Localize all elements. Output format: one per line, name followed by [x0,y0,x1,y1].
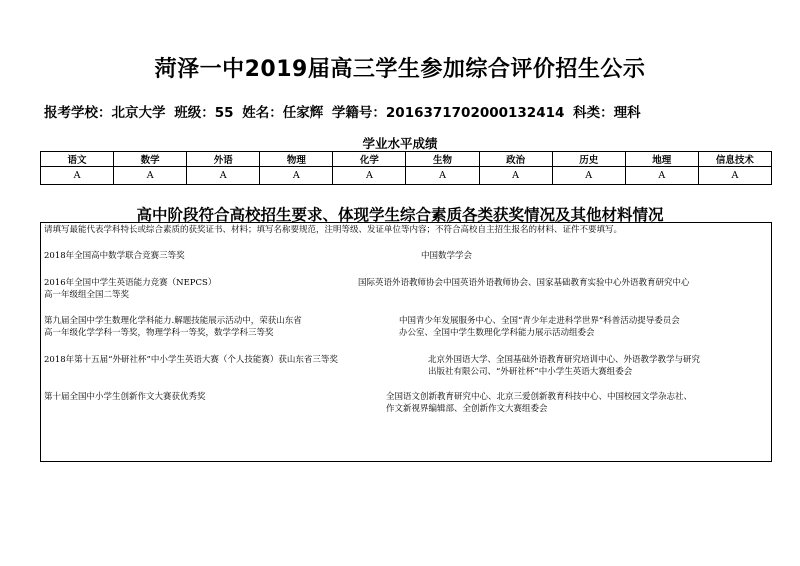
subject-header: 化学 [333,152,406,167]
award-name: 高一年级组全国二等奖 [44,290,130,300]
awards-instructions: 请填写最能代表学科特长或综合素质的获奖证书、材料；填写名称要规范，注明等级、发证单位等内容；不符合高校自主招生报名的材料、证件不要填写。 [44,225,623,235]
grade-cell: A [698,167,771,185]
award-name: 第九届全国中学生数理化学科能力.解题技能展示活动中，荣获山东省 [44,316,302,326]
award-issuer: 作文新视界编辑部、全创新作文大赛组委会 [386,404,548,414]
subject-header: 地理 [625,152,698,167]
subject-header: 生物 [406,152,479,167]
grade-cell: A [406,167,479,185]
scores-caption: 学业水平成绩 [362,136,438,151]
award-issuer: 中国青少年发展服务中心、全国“青少年走进科学世界”科普活动提导委员会 [399,316,680,326]
name-field: 姓名：任家辉 [242,105,324,121]
award-issuer: 全国语文创新教育研究中心、北京三爱创新教育科技中心、中国校园文学杂志社、 [386,392,693,402]
award-name: 2016年全国中学生英语能力竞赛（NEPCS） [44,278,217,288]
scores-header-row [41,152,772,167]
grade-cell: A [625,167,698,185]
award-name: 2018年全国高中数学联合竞赛三等奖 [44,251,185,261]
subject-header: 外语 [187,152,260,167]
track-field: 科类：理科 [573,105,641,121]
subject-header: 政治 [479,152,552,167]
school-field: 报考学校：北京大学 [44,105,166,121]
subject-header: 历史 [552,152,625,167]
class-field: 班级：55 [174,105,234,121]
award-name: 第十届全国中小学生创新作文大赛获优秀奖 [44,392,206,402]
grade-cell: A [187,167,260,185]
grade-cell: A [260,167,333,185]
award-name: 2018年第十五届“外研社杯”中小学生英语大赛（个人技能赛）获山东省三等奖 [44,355,338,365]
subject-header: 语文 [41,152,114,167]
award-issuer: 办公室、全国中学生数理化学科能力展示活动组委会 [399,328,595,338]
grade-cell: A [41,167,114,185]
scores-table [40,151,772,185]
grade-cell: A [479,167,552,185]
subject-header: 信息技术 [698,152,771,167]
awards-section-title: 高中阶段符合高校招生要求、体现学生综合素质各类获奖情况及其他材料情况 [136,206,664,224]
subject-header: 数学 [114,152,187,167]
grade-cell: A [552,167,625,185]
grade-cell: A [333,167,406,185]
award-issuer: 国际英语外语教师协会中国英语外语教师协会、国家基础教育实验中心外语教育研究中心 [358,278,690,288]
student-info [44,101,645,121]
grade-cell: A [114,167,187,185]
award-name: 高一年级化学学科一等奖，物理学科一等奖，数学学科三等奖 [44,328,274,338]
award-issuer: 中国数学学会 [421,251,473,261]
award-issuer: 出版社有限公司、“外研社杯”中小学生英语大赛组委会 [428,367,633,377]
subject-header: 物理 [260,152,333,167]
student-id-field: 学籍号：2016371702000132414 [331,105,565,121]
awards-box [40,222,772,462]
scores-grade-row [41,167,772,185]
award-issuer: 北京外国语大学、全国基础外语教育研究培训中心、外语教学教学与研究 [428,355,701,365]
page-title: 菏泽一中2019届高三学生参加综合评价招生公示 [154,57,646,82]
